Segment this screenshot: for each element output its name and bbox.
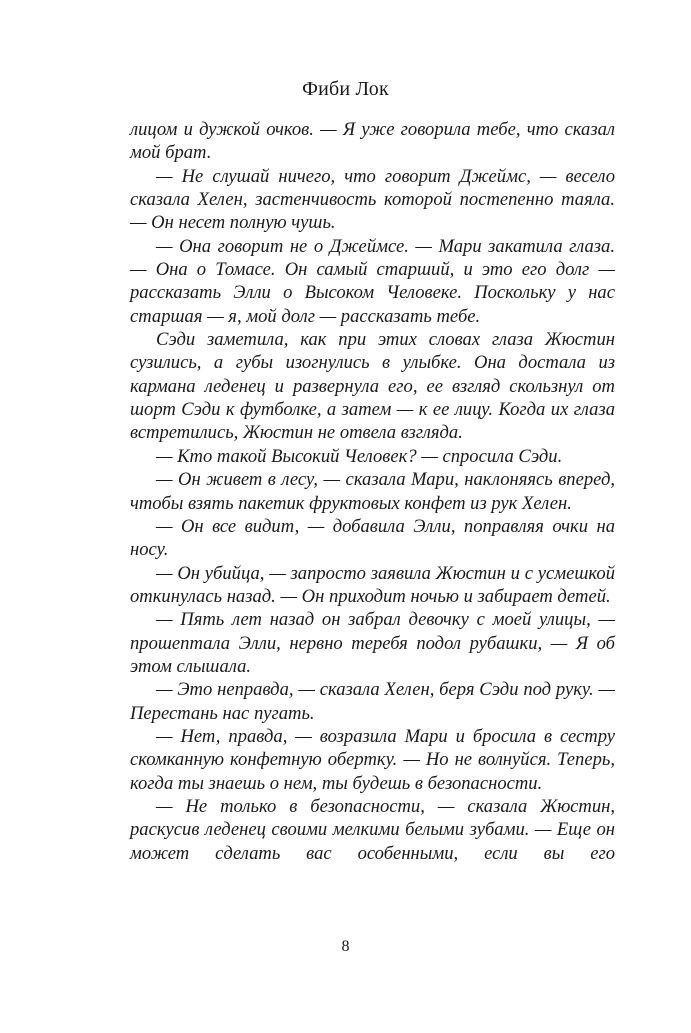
- page-number: 8: [341, 938, 350, 955]
- paragraph-trailing: — Не только в безопасности, — сказала Жюстин, раскусив леденец своими мелкими белыми зубами. — Еще он может сделать вас особенными, если вы его: [130, 795, 615, 864]
- paragraph: — Кто такой Высокий Человек? — спросила Сэди.: [156, 445, 563, 467]
- paragraph-continuation: лицом и дужкой очков. — Я уже говорила тебе, что сказал мой брат.: [130, 119, 615, 164]
- paragraph: — Нет, правда, — возразила Мари и бросила в сестру скомканную конфетную обертку. — Но не волнуйся. Теперь, когда ты знаешь о нем, ты будешь в безопасности.: [130, 725, 615, 794]
- paragraph: — Он убийца, — запросто заявила Жюстин и с усмешкой откинулась назад. — Он приходит ночью и забирает детей.: [130, 562, 615, 607]
- paragraph: — Она говорит не о Джеймсе. — Мари закатила глаза. — Она о Томасе. Он самый старший, и это его долг — рассказать Элли о Высоком Человеке. Поскольку у нас старшая — я, мой долг — рассказать тебе.: [130, 235, 615, 327]
- paragraph: Сэди заметила, как при этих словах глаза Жюстин сузились, а губы изогнулись в улыбке. Она достала из кармана леденец и развернула его, ее взгляд скользнул от шорт Сэди к футболке, а затем — к ее лицу. Когда их глаза встретились, Жюстин не отвела взгляда.: [130, 329, 615, 444]
- paragraph: — Пять лет назад он забрал девочку с моей улицы, — прошептала Элли, нервно теребя подол рубашки, — Я об этом слышала.: [130, 609, 615, 677]
- paragraph: — Он живет в лесу, — сказала Мари, наклоняясь вперед, чтобы взять пакетик фруктовых конфет из рук Хелен.: [130, 469, 615, 514]
- body-text: [130, 118, 615, 865]
- paragraph: — Не слушай ничего, что говорит Джеймс, — весело сказала Хелен, застенчивость которой постепенно таяла. — Он несет полную чушь.: [130, 165, 615, 234]
- paragraph: — Это неправда, — сказала Хелен, беря Сэди под руку. — Перестань нас пугать.: [130, 679, 615, 724]
- running-head-title: Фиби Лок: [302, 78, 389, 100]
- paragraph: — Он все видит, — добавила Элли, поправляя очки на носу.: [130, 515, 615, 561]
